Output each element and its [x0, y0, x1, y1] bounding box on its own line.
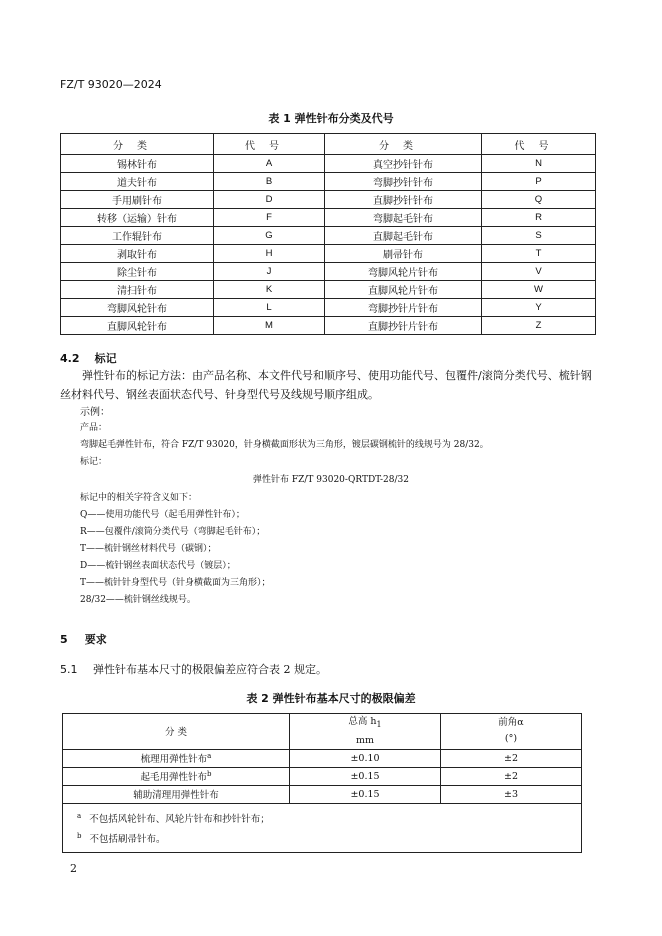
product-label: 产品：: [80, 423, 108, 433]
code-cell: R: [482, 209, 596, 227]
product-description: 弯脚起毛弹性针布，符合 FZ/T 93020，针身横截面形状为三角形，镀层碳钢梳针的线规号为 28/32。: [80, 440, 489, 450]
category-name: 起毛用弹性针布: [140, 772, 208, 784]
table-row: [61, 173, 596, 191]
category-cell: 锡林针布: [61, 155, 214, 173]
document-code: FZ/T 93020—2024: [60, 78, 162, 91]
category-cell: 除尘针布: [61, 263, 214, 281]
column-header: 代号: [482, 134, 596, 155]
page-number: 2: [70, 862, 77, 875]
header-unit: (°): [504, 733, 518, 745]
category-name: 辅助清理用弹性针布: [133, 790, 219, 802]
code-cell: F: [214, 209, 325, 227]
section-number: 5: [60, 633, 68, 646]
code-cell: D: [214, 191, 325, 209]
footnote-mark: b: [207, 770, 212, 779]
table-row: [61, 227, 596, 245]
table-row: [61, 245, 596, 263]
table1-caption: 表 1 弹性针布分类及代号: [268, 112, 394, 125]
category-cell: 道夫针布: [61, 173, 214, 191]
category-cell: 转移（运输）针布: [61, 209, 214, 227]
table-note: [77, 828, 581, 848]
table-row: [61, 317, 596, 335]
table-row: [61, 299, 596, 317]
header-label: 前角α: [498, 717, 524, 729]
column-header: [290, 714, 441, 750]
table-row: [61, 191, 596, 209]
table-row: [61, 263, 596, 281]
angle-tolerance-cell: ±2: [441, 749, 582, 767]
category-cell: [63, 785, 290, 803]
code-cell: W: [482, 281, 596, 299]
note-text: 不包括刷帚针布。: [89, 834, 166, 846]
table-row: [63, 785, 582, 803]
notes-row: [63, 803, 582, 852]
section-title: 标记: [94, 352, 117, 365]
category-cell: 弯脚抄针针布: [325, 173, 482, 191]
code-cell: J: [214, 263, 325, 281]
meaning-intro: 标记中的相关字符含义如下：: [80, 493, 198, 503]
category-cell: 手用刷针布: [61, 191, 214, 209]
category-cell: 直脚抄针片针布: [325, 317, 482, 335]
angle-tolerance-cell: ±3: [441, 785, 582, 803]
section-5-heading: [60, 628, 107, 647]
example-label: 示例：: [80, 407, 110, 418]
footnote-mark: a: [77, 811, 82, 820]
table-row: [61, 209, 596, 227]
category-cell: 弯脚起毛针布: [325, 209, 482, 227]
column-header: [441, 714, 582, 750]
mark-example: 弹性针布 FZ/T 93020-QRTDT-28/32: [253, 475, 409, 485]
code-cell: Q: [482, 191, 596, 209]
code-cell: Z: [482, 317, 596, 335]
note-text: 不包括风轮针布、风轮片针布和抄针针布；: [89, 814, 270, 826]
category-cell: 剥取针布: [61, 245, 214, 263]
footnote-mark: b: [77, 832, 82, 841]
code-cell: M: [214, 317, 325, 335]
table-header-row: [61, 134, 596, 155]
table-row: [61, 281, 596, 299]
category-cell: 直脚风轮针布: [61, 317, 214, 335]
code-cell: T: [482, 245, 596, 263]
section-text: 弹性针布基本尺寸的极限偏差应符合表 2 规定。: [93, 663, 327, 676]
category-cell: [63, 767, 290, 785]
code-cell: B: [214, 173, 325, 191]
category-cell: 清扫针布: [61, 281, 214, 299]
table2-caption: 表 2 弹性针布基本尺寸的极限偏差: [246, 692, 416, 705]
section-4-2-heading: [60, 347, 117, 366]
code-cell: A: [214, 155, 325, 173]
category-cell: [63, 749, 290, 767]
height-tolerance-cell: ±0.15: [290, 767, 441, 785]
table-note: [77, 808, 581, 828]
code-cell: H: [214, 245, 325, 263]
meaning-line: T——梳针钢丝材料代号（碳钢）；: [80, 544, 217, 554]
code-cell: G: [214, 227, 325, 245]
table-row: [61, 155, 596, 173]
footnote-mark: a: [207, 752, 212, 761]
column-header: 代号: [214, 134, 325, 155]
section-title: 要求: [84, 633, 107, 646]
meaning-line: R——包覆件/滚筒分类代号（弯脚起毛针布）；: [80, 527, 266, 537]
category-cell: 弯脚风轮针布: [61, 299, 214, 317]
section-number: 5.1: [60, 663, 78, 676]
section-number: 4.2: [60, 352, 80, 365]
classification-table: [60, 133, 596, 335]
category-cell: 弯脚抄针片针布: [325, 299, 482, 317]
column-header: 分类: [325, 134, 482, 155]
meaning-line: D——梳针钢丝表面状态代号（镀层）；: [80, 561, 236, 571]
mark-label: 标记：: [80, 457, 108, 467]
code-cell: P: [482, 173, 596, 191]
table-row: [63, 749, 582, 767]
category-name: 梳理用弹性针布: [140, 754, 208, 766]
code-cell: K: [214, 281, 325, 299]
category-cell: 工作辊针布: [61, 227, 214, 245]
header-unit: mm: [355, 734, 375, 746]
header-label: 总高 h: [348, 716, 377, 727]
column-header: 分类: [61, 134, 214, 155]
code-cell: S: [482, 227, 596, 245]
marking-method-paragraph: 弹性针布的标记方法：由产品名称、本文件代号和顺序号、使用功能代号、包覆件/滚筒分类代号、梳针钢丝材料代号、钢丝表面状态代号、针身型代号及线规号顺序组成。: [60, 369, 592, 401]
code-cell: L: [214, 299, 325, 317]
table-notes: [63, 803, 582, 852]
meaning-line: Q——使用功能代号（起毛用弹性针布）；: [80, 510, 245, 520]
height-tolerance-cell: ±0.10: [290, 749, 441, 767]
meaning-line: T——梳针针身型代号（针身横截面为三角形）；: [80, 578, 271, 588]
code-cell: V: [482, 263, 596, 281]
code-cell: N: [482, 155, 596, 173]
category-cell: 真空抄针针布: [325, 155, 482, 173]
category-cell: 直脚起毛针布: [325, 227, 482, 245]
tolerance-table: [62, 713, 582, 853]
category-cell: 弯脚风轮片针布: [325, 263, 482, 281]
category-cell: 直脚风轮片针布: [325, 281, 482, 299]
height-tolerance-cell: ±0.15: [290, 785, 441, 803]
category-cell: 直脚抄针针布: [325, 191, 482, 209]
header-subscript: 1: [376, 719, 382, 729]
meaning-line: 28/32——梳针钢丝线规号。: [80, 595, 196, 605]
column-header: 分 类: [63, 714, 290, 750]
section-5-1: [60, 661, 327, 677]
table-row: [63, 767, 582, 785]
category-cell: 刷帚针布: [325, 245, 482, 263]
code-cell: Y: [482, 299, 596, 317]
table-header-row: [63, 714, 582, 750]
angle-tolerance-cell: ±2: [441, 767, 582, 785]
